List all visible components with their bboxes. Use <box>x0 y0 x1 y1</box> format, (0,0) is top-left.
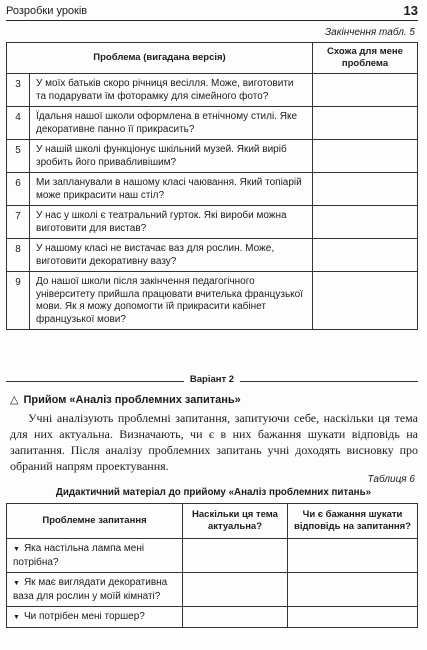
row-problem-text: До нашої школи після закінчення педагогічного університету прийшла працювати вчителька французької мови. Як я можу допомогти їй прикрасити кабінет французької мови? <box>30 272 313 330</box>
bullet-triangle-icon: ▼ <box>13 614 20 621</box>
table-row <box>7 607 418 628</box>
table-row <box>7 272 418 330</box>
row-similar-cell <box>313 239 418 272</box>
row-problem-text: Їдальня нашої школи оформлена в етнічному стилі. Яке декоративне панно її прикрасить? <box>30 107 313 140</box>
row-number: 8 <box>7 239 30 272</box>
question-cell: ▼ Чи потрібен мені торшер? <box>7 607 183 628</box>
page-header <box>6 4 418 21</box>
column-header-question: Проблемне запитання <box>7 504 183 539</box>
row-problem-text: У нашій школі функціонує шкільний музей. Який виріб зробить його привабливішим? <box>30 140 313 173</box>
table-row <box>7 74 418 107</box>
problems-table <box>6 42 418 330</box>
table-row <box>7 539 418 573</box>
column-header-desire: Чи є бажання шукати відповідь на запитання? <box>288 504 418 539</box>
relevance-cell <box>183 607 288 628</box>
relevance-cell <box>183 573 288 607</box>
variant-label: Варіант 2 <box>184 374 240 385</box>
row-problem-text: У нашому класі не вистачає ваз для рослин. Може, виготовити декоративну вазу? <box>30 239 313 272</box>
bullet-triangle-icon: ▼ <box>13 546 20 553</box>
desire-cell <box>288 539 418 573</box>
row-problem-text: У нас у школі є театральний гурток. Які вироби можна виготовити для вистав? <box>30 206 313 239</box>
table-header-row <box>7 504 418 539</box>
table-header-row <box>7 43 418 74</box>
row-number: 9 <box>7 272 30 330</box>
page-number: 13 <box>403 3 418 18</box>
row-similar-cell <box>313 173 418 206</box>
question-cell: ▼ Як має виглядати декоративна ваза для рослин у моїй кімнаті? <box>7 573 183 607</box>
desire-cell <box>288 573 418 607</box>
column-header-problem: Проблема (вигадана версія) <box>7 43 313 74</box>
desire-cell <box>288 607 418 628</box>
row-number: 5 <box>7 140 30 173</box>
row-number: 3 <box>7 74 30 107</box>
row-similar-cell <box>313 206 418 239</box>
row-similar-cell <box>313 140 418 173</box>
table-row <box>7 573 418 607</box>
body-paragraph: Учні аналізують проблемні запитання, запитуючи себе, наскільки ця тема для них актуальна. Визначають, чи є в них бажання шукати відповідь на запитання. Після аналізу проблемних запитань учні доходять висновку про обраний напрям проектування. <box>10 411 418 473</box>
row-number: 6 <box>7 173 30 206</box>
relevance-cell <box>183 539 288 573</box>
section-heading-text: Прийом «Аналіз проблемних запитань» <box>23 394 241 406</box>
table-row <box>7 107 418 140</box>
question-cell: ▼ Яка настільна лампа мені потрібна? <box>7 539 183 573</box>
table-number-label: Таблиця 6 <box>367 474 415 485</box>
row-problem-text: Ми запланували в нашому класі чаювання. Який топіарій може прикрасити наш стіл? <box>30 173 313 206</box>
variant-divider <box>6 374 418 388</box>
column-header-similar: Схожа для мене проблема <box>313 43 418 74</box>
table-row <box>7 140 418 173</box>
triangle-icon: △ <box>10 394 19 406</box>
column-header-relevance: Наскільки ця тема актуальна? <box>183 504 288 539</box>
section-heading <box>10 393 241 406</box>
table-row <box>7 173 418 206</box>
bullet-triangle-icon: ▼ <box>13 580 20 587</box>
table-row <box>7 206 418 239</box>
table-continuation-label: Закінчення табл. 5 <box>325 27 415 38</box>
questions-table <box>6 503 418 628</box>
table-caption: Дидактичний матеріал до прийому «Аналіз проблемних питань» <box>55 487 372 498</box>
running-head: Розробки уроків <box>6 5 88 17</box>
row-number: 7 <box>7 206 30 239</box>
row-similar-cell <box>313 74 418 107</box>
row-similar-cell <box>313 107 418 140</box>
row-problem-text: У моїх батьків скоро річниця весілля. Може, виготовити та подарувати їм фоторамку для сімейного фото? <box>30 74 313 107</box>
table-row <box>7 239 418 272</box>
row-number: 4 <box>7 107 30 140</box>
row-similar-cell <box>313 272 418 330</box>
